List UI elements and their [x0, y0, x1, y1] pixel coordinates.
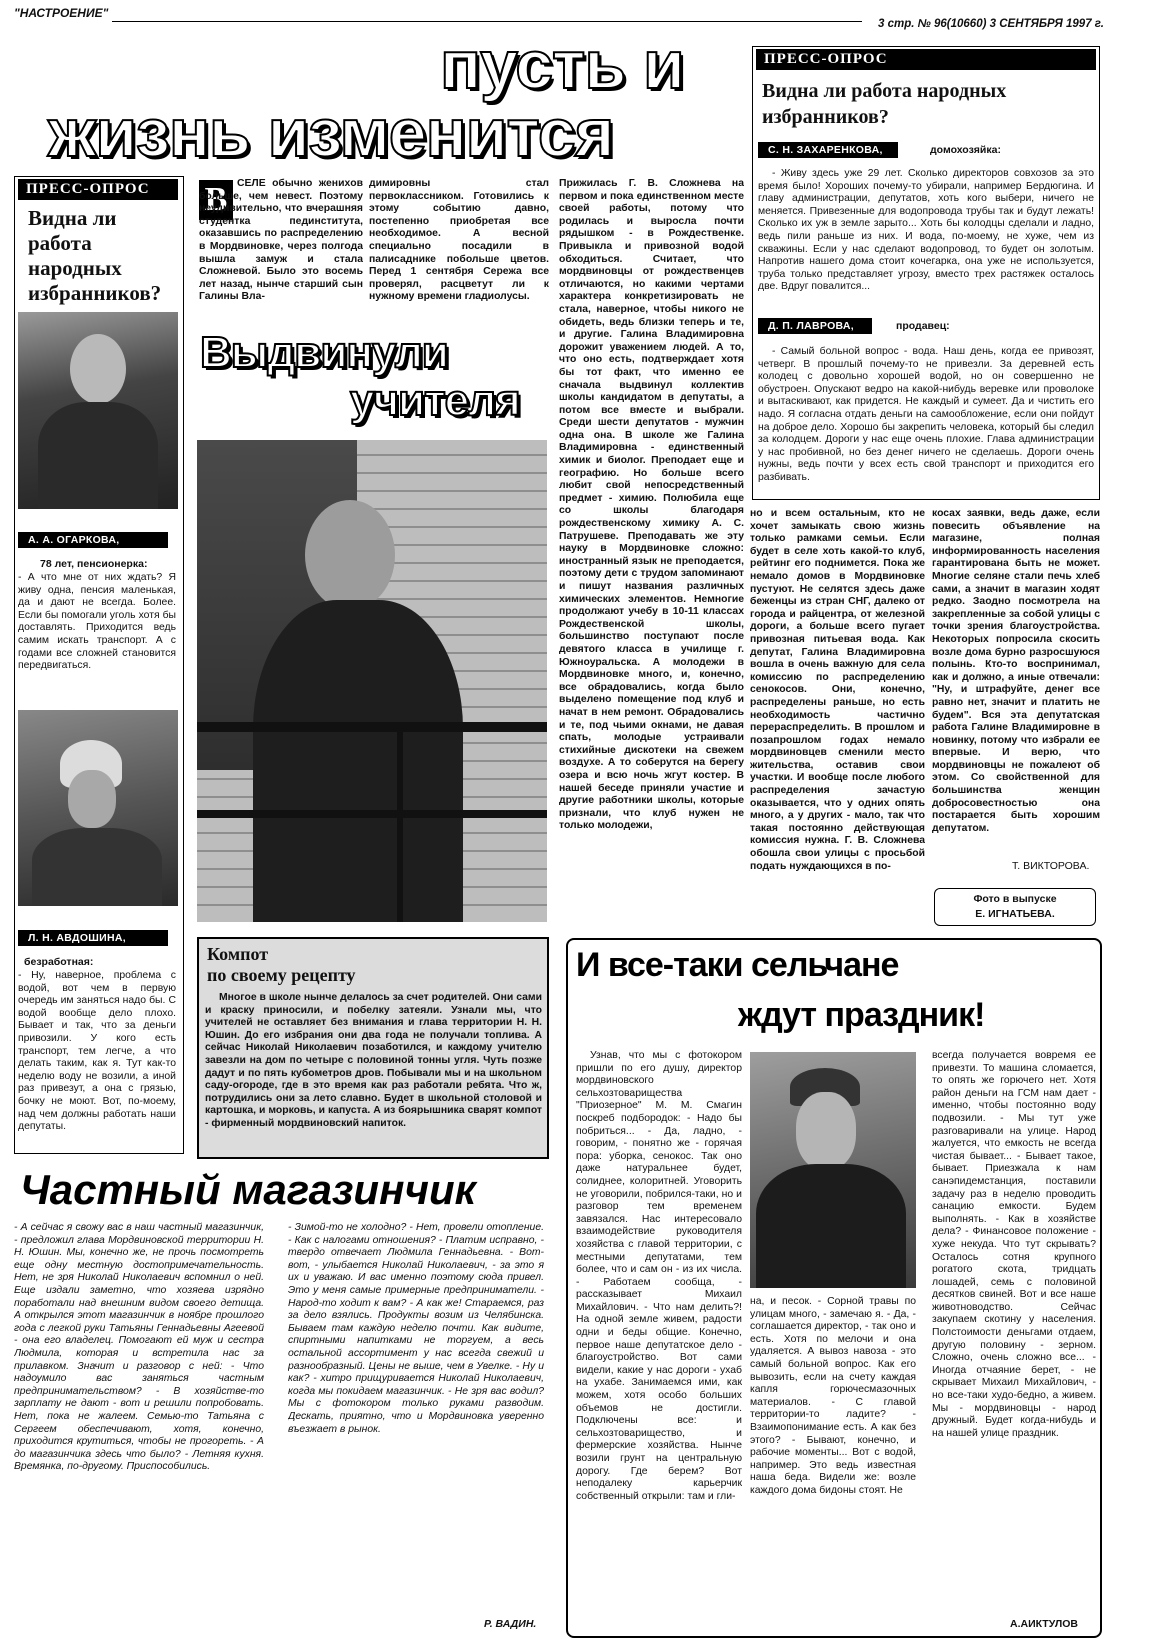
issue-info: 3 стр. № 96(10660) 3 СЕНТЯБРЯ 1997 г.: [878, 18, 1104, 30]
paper-name: "НАСТРОЕНИЕ": [14, 6, 109, 20]
vydvinuli-title-line1: Выдвинули: [200, 328, 448, 377]
prazdnik-title-line1: И все-таки сельчане: [576, 946, 899, 984]
poll-text-lavrova: - Самый больной вопрос - вода. Наш день, когда ее привозят, четверг. В прошлый почему-то не привезли. За деревней есть колодец с довольно хорошей водой, но он совершенно не обустроен. Опускают ведро на какой-нибудь веревке или проволоке и вытаскивают, как придется. Не каждый и сумеет. Да и чистить его надо. Я согласна отдать деньги на самообложение, если они пойдут на доброе дело. Хорошо бы закрепить человека, который бы следил за колодцем. Дороги у нас еще очень плохие. Глава администрации у нас пробивной, но без денег ничего не сделаешь. Дороги очень нужны, ведь почти у всех есть свой транспорт и приходится его разбивать.: [758, 346, 1094, 483]
vydvinuli-col4: но и всем остальным, кто не хочет замыкать свою жизнь только рамками семьи. Если будет в селе хоть какой-то клуб, рейтинг его поднимется. Пока же немало домов в Мордвиновке пустуют. Не селятся здесь даже беженцы из стран СНГ, далеко от города и райцентра, от железной дороги, а больше всего пугает привозная питьевая вода. Как депутат, Галина Владимировна вошла в очень важную для села комиссию по распределению сенокосов. Они, конечно, распределены раньше, но есть необходимость частично перераспределить. В прошлом и позапрошлом годах немало мордвиновцев сменили место жительства, оставив свои участки. И вообще после любого распределения зачастую оказывается, что у одних опять много, а у других - мало, так что такая постоянно действующая комиссия нужна. Г. В. Сложнева обошла свои улицы с просьбой подать нуждающихся в по-: [750, 508, 925, 872]
photo-smagin: [750, 1052, 916, 1288]
left-poll-tag: ПРЕСС-ОПРОС: [18, 179, 178, 200]
poll-text-zakharenkova: - Живу здесь уже 29 лет. Сколько директоров совхозов за это время было! Хороших почему-то убирали, например Бердюгина. И главу администрации, депутатов, хоть кого выбери, ничего не меняется. Привезенные для водопровода трубы так и будут лежать! Сколько их уж в земле зарыто... Хоть бы колодцы сделали и ладно, ведь пили раньше из них. И вода, по-моему, не хуже, чем из скважины. Если у нас сделают водопровод, то будет он золотым. Напротив нашего дома стоит кочегарка, она уже не используется, труба только представляет угрозу, вместо трех растяжек осталось две. Вдруг повалится...: [758, 168, 1094, 293]
kompot-title-line2: по своему рецепту: [207, 965, 356, 985]
photo-teacher: [197, 440, 547, 922]
poll-name-zakharenkova: С. Н. ЗАХАРЕНКОВА,: [758, 142, 898, 158]
kompot-title-line1: Компот: [207, 944, 269, 964]
vydvinuli-author: Т. ВИКТОРОВА.: [1012, 860, 1090, 872]
kompot-text: Многое в школе нынче делалось за счет родителей. Они сами и краску приносили, и побелку затеяли. Узнали мы, что учителей не оставляет без внимания и глава территории Н. Н. Юшин. До его избрания они два года не получали топлива. А сейчас Николай Николаевич позаботился, и каждому учителю завезли на дом по четыре с половиной тонны угля. Чуть позже дадут и по пять кубометров дров. Побывали мы и на школьном саду-огороде, где в это время как раз работали ребята. Что ж, потрудились они за лето славно. Будет в школьной столовой и картошка, и морковь, и капуста. А из боярышника сварят компот - фирменный мордвиновский напиток.: [205, 992, 542, 1129]
magazin-title: Частный магазинчик: [20, 1166, 476, 1213]
photo-credit-line1: Фото в выпуске: [973, 893, 1057, 905]
vydvinuli-col5: косах заявки, ведь даже, если повесить объявление на магазине, полная информированность населения гарантирована быть не может. Многие селяне стали печь хлеб сами, а значит в магазин ходят редко. Заодно посмотрела на закрепленные за собой улицы с точки зрения благоустройства. Некоторых попросила скосить возле дома бурно разросшуюся полынь. Кто-то воспринимал, как и должно, а иные отвечали: "Ну, и штрафуйте, денег все равно нет, значит и платить не будем". Вся эта депутатская работа Галине Владимировне в новинку, потому что избрали ее впервые. И верю, что мордвиновцы не пожалеют об этом. Со свойственной для большинства женщин добросовестностью она постарается быть хорошим депутатом.: [932, 508, 1100, 834]
poll-name-lavrova: Д. П. ЛАВРОВА,: [758, 318, 872, 334]
main-title-line2: жизнь изменится: [48, 95, 614, 171]
vydvinuli-col1: СЕЛЕ обычно жениxов больше, чем невест. Поэтому неудивительно, что вчерашняя студентка пединститута, оказавшись по распределению в Мордвиновке, через полгода вышла замуж и стала Сложневой. Было это восемь лет назад, нынче старший сын Галины Вла-: [199, 178, 363, 303]
prazdnik-col1: Узнав, что мы с фотокором пришли по его душу, директор мордвиновского сельхозтоварищества "Приозерное" М. М. Смагин поскреб подбородок: - Надо бы побриться... - Да, ладно, - говорим, - понятно же - горячая пора: уборка, сенокос. Так оно даже натуральнее будет, солиднее, колоритней. Уговорить не уговорили, побрился-таки, но и разговор тем временем завязался. Нас интересовало взаимодействие руководителя хозяйства с главой территории, с местными депутатами, тем более, что и сам он - из их числа. - Работаем сообща, - рассказывает Михаил Михайлович. - Что нам делить?! На одной земле живем, радости одни и беды общие. Конечно, первое наше депутатское дело - благоустройство. Вот сами видели, какие у нас дороги - ухаб на ухабе. Занимаемся ими, как можем, хотя особо больших объемов не достигли. Подключены все: и сельхозтоварищество, и фермерские хозяйства. Нынче возили грунт на центральную дорогу. Где берем? Вот неподалеку карьерчик собственный открыли: там и гли-: [576, 1050, 742, 1502]
prazdnik-col3: всегда получается вовремя ее привезти. То машина сломается, то опять же горючего нет. Хотя район деньги на ГСМ нам дает - именно, чтобы постоянно воду подвозили. - Мы тут уже разговаривали на улице. Народ жалуется, что емкость не всегда чистая бывает... - Бывает такое, бывает. Приезжала к нам санэпидемстанция, поставили задачу раз в неделю проводить санацию емкости. Будем выполнять. - Как в хозяйстве дела? - Финансовое положение - хуже некуда. Что тут скрывать? Осталось сотня крупного рогатого скота, тридцать лошадей, семь с половиной десятков свиней. Вот и все наше животноводство. Сейчас закупаем скотину у населения. Полстоимости деньгами отдаем, другую половину - зерном. Сложно, очень сложно все... - Иногда отчаяние берет, - не скрывает Михаил Михайлович, - но все-таки худо-бедно, а живем. Мы - мордвиновцы - народ дружный. Будет когда-нибудь и на нашей улице праздник.: [932, 1050, 1096, 1439]
photo-credit-box: [934, 888, 1096, 926]
poll-text-avdoshina: - Ну, наверное, проблема с водой, вот чем в первую очередь им заняться надо бы. С водой вообще дело плохо. Бывает и так, что за деньги привозили. У кого есть транспорт, тем легче, а что делать таким, как я. Тут как-то неделю воду не возили, а иной раз привезут, а она с грязью, бочку не моют. Вот, по-моему, над чем должны работать наши депутаты.: [18, 970, 176, 1133]
vydvinuli-title-line2: учителя: [350, 376, 520, 425]
poll-role-zakharenkova: домохозяйка:: [930, 144, 1001, 156]
poll-role-ogarkova: 78 лет, пенсионерка:: [40, 558, 148, 570]
left-poll-question: Видна ли работа народных избранников?: [28, 206, 162, 305]
poll-name-ogarkova: А. А. ОГАРКОВА,: [18, 532, 168, 548]
header-rule: [112, 21, 862, 22]
magazin-author: Р. ВАДИН.: [484, 1618, 537, 1630]
vydvinuli-col2: димировны стал первоклассником. Готовились к этому событию давно, постепенно приобретая все необходимое. А весной специально посадили в палисаднике побольше цветов. Перед 1 сентября Сережа все проверял, расцветут ли к нужному времени гладиолусы.: [369, 178, 549, 303]
right-poll-question: Видна ли работа народных избранников?: [762, 80, 1007, 128]
right-poll-tag: ПРЕСС-ОПРОС: [756, 49, 1096, 70]
vydvinuli-col3: Прижилась Г. В. Сложнева на первом и пока единственном месте своей работы, потому что родилась и выросла почти рядышком - в Рождественке. Привыкла и привозной водой обходиться. Считает, что мордвиновцы от рождественцев отличаются, но какими чертами характера конкретизировать не стала, наверное, чтобы никого не обидеть, ведь близки теперь и те, и другие. Галина Владимировна дорожит уважением людей. А то, что оно есть, подтверждает хотя бы тот факт, что именно ее сначала выдвинул коллектив школы кандидатом в депутаты, а потом все вместе и выбрали. Среди шести депутатов - мужчин одна она. В школе же Галина Владимировна - единственный химик и биолог. Преподает еще и географию. Но больше всего любит свой непосредственный предмет - химию. Полюбила еще со школы благодаря рождественскому химику А. С. Патрушеве. Преподавать же эту науку в Мордвиновке сложно: иностранный язык не преподается, поэтому дети с трудом запоминают и пишут названия различных химических элементов. Немногие продолжают учебу в 10-11 классах Рождественской школы, большинство поступают после девятого класса в училище г. Южноуральска. А молодежи в Мордвиновке много, и, конечно, все обрадовались, когда было выделено помещение под клуб и начат в нем ремонт. Обрадовались и те, под чьими окнами, не давая спать, молодые устраивали стихийные дискотеки на свежем воздухе. А то соберутся на берегу озера и всю ночь жгут костер. В нашей беседе приняли участие и другие работники школы, которые признали, что клуб нужен не только молодежи,: [559, 178, 744, 832]
dropcap-v: В: [199, 180, 233, 220]
prazdnik-title-line2: ждут праздник!: [738, 996, 985, 1034]
poll-role-lavrova: продавец:: [896, 320, 950, 332]
prazdnik-author: А.АИКТУЛОВ: [1010, 1618, 1078, 1630]
photo-ogarkova: [18, 312, 178, 509]
magazin-col2: - Зимой-то не холодно? - Нет, провели отопление. - Как с налогами отношения? - Платим исправно, - твердо отвечает Людмила Геннадьевна. - Вот-вот, - улыбается Николай Николаевич, - за это я их и уважаю. И вас именно поэтому сюда привел. Это у меня самые примерные предприниматели. - Народ-то ходит к вам? - А как же! Стараемся, раз за дело взялись. Продукты возим из Челябинска. Бываем там каждую неделю почти. Как видите, спиртными напитками не торгуем, а весь остальной ассортимент у нас всегда свежий и разнообразный. Цены не выше, чем в Увелке. - Ну и как? - хитро прищуривается Николай Николаевич, когда мы покидаем магазинчик. - Не зря вас водил? Мы с фотокором только руками разводим. Дескать, приятно, что и Мордвиновка уверенно въезжает в рынок.: [288, 1222, 544, 1435]
photo-avdoshina: [18, 710, 178, 906]
poll-text-ogarkova: - А что мне от них ждать? Я живу одна, пенсия маленькая, да и дают не всегда. Более. Если бы помогали уголь хотя бы доставлять. Приходится ведь самим искать транспорт. А с годами все сложней становится передвигаться.: [18, 572, 176, 672]
photo-credit-line2: Е. ИГНАТЬЕВА.: [975, 908, 1055, 920]
poll-role-avdoshina: безработная:: [24, 956, 94, 968]
prazdnik-col2: на, и песок. - Сорной травы по улицам много, - замечаю я. - Да, - соглашается директор, - так оно и есть. Хотя по мелочи и она удаляется. А вывоз навоза - это самый больной вопрос. Как его вывозить, если на счету каждая капля горючесмазочных материалов. - С главой территории-то ладите? - Взаимопонимание есть. А как без этого? - Бывают, конечно, и рабочие моменты... Вот с водой, например. Это ведь известная наша беда. Видели же: возле каждого дома бидоны стоят. Не: [750, 1296, 916, 1496]
main-title-line1: пусть и: [440, 27, 684, 103]
magazin-col1: - А сейчас я свожу вас в наш частный магазинчик, - предложил глава Мордвиновской территории Н. Н. Юшин. Мы, конечно же, не прочь посмотреть еще одну местную достопримечательность. Нет, не зря Николай Николаевич вспомнил о ней. Еще издали заметно, что хозяева изрядно поработали над внешним видом своего детища. А открылся этот магазинчик в ноябре прошлого года с легкой руки Татьяны Геннадьевны Агеевой - она его владелец. Помогают ей муж и сестра Людмила, которая и встретила нас за прилавком. Значит и разговор с ней: - Что надоумило вас заняться частным предпринимательством? - В хозяйстве-то зарплату не дают - вот и решили попробовать. Нет, пока не жалеем. Семью-то Татьяна с Сергеем обеспечивают, хотя, конечно, приходится крутиться, чтобы не прогореть. - А до магазинчика здесь что было? - Летняя кухня. Времянка, по-другому. Приспособились.: [14, 1222, 264, 1473]
poll-name-avdoshina: Л. Н. АВДОШИНА,: [18, 930, 168, 946]
